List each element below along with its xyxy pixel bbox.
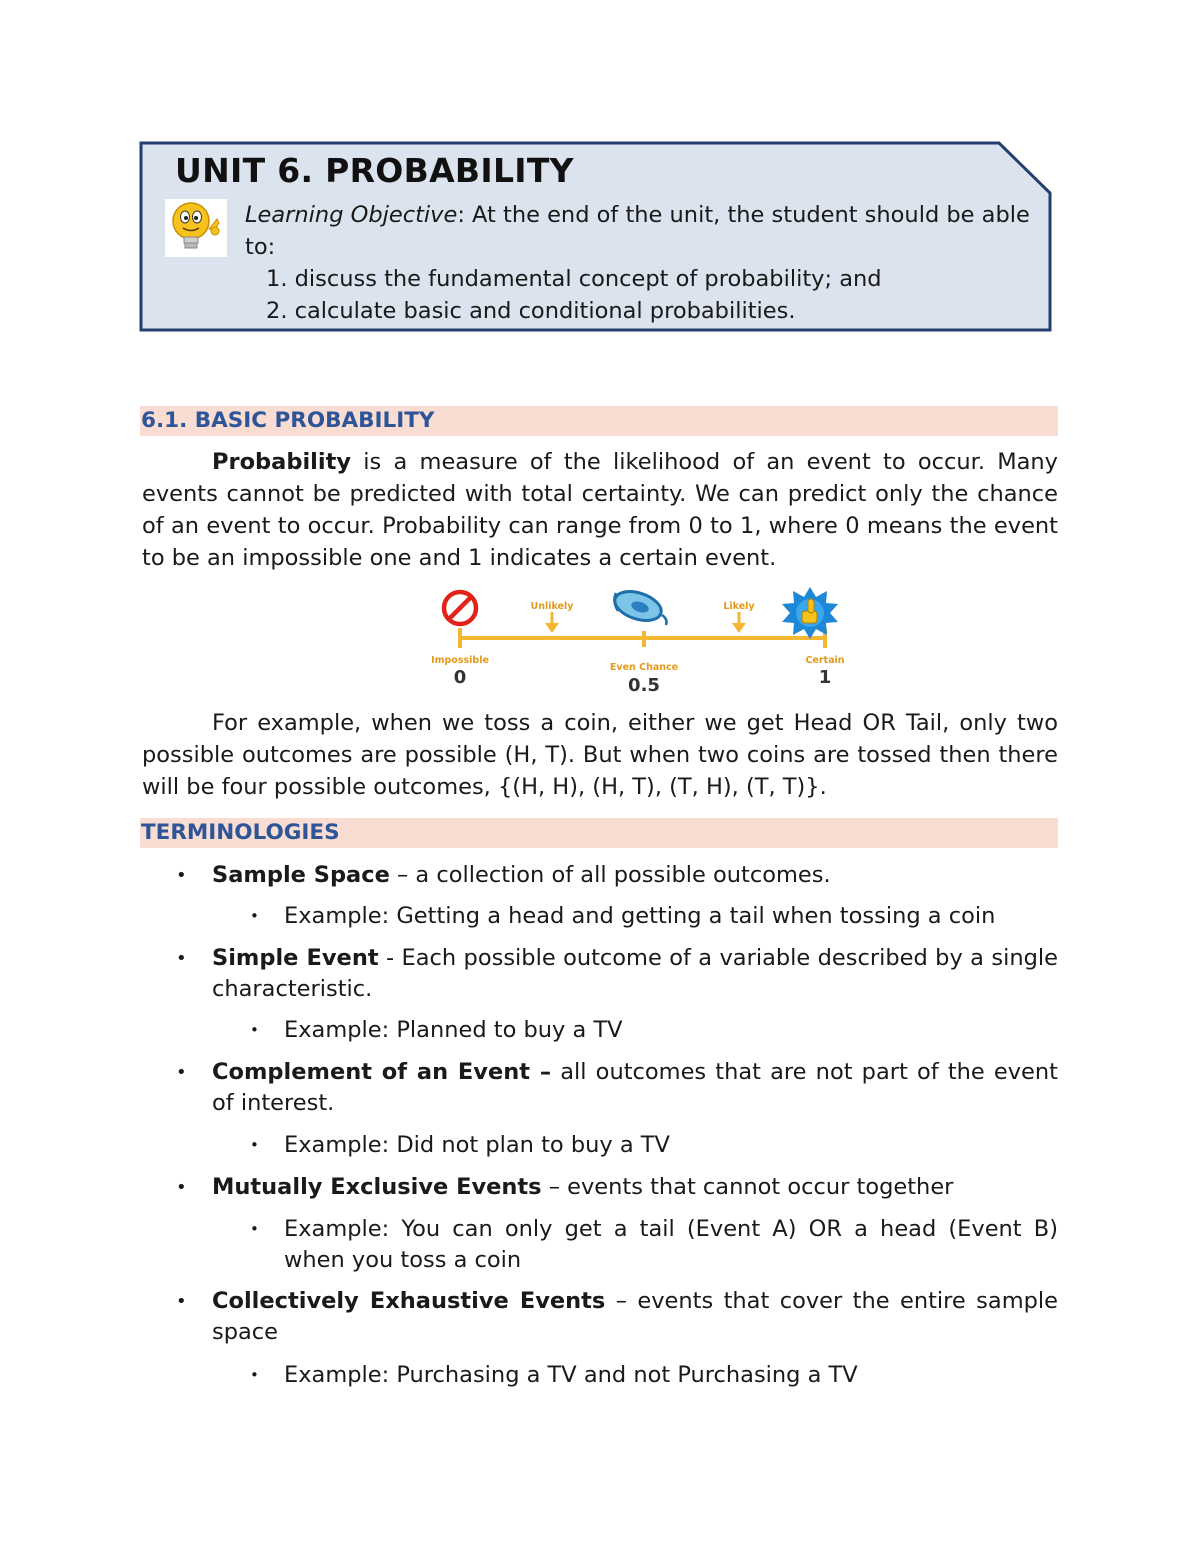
bullet-icon: • [250, 1136, 259, 1154]
objective-list [245, 263, 1035, 327]
term-collectively-exhaustive [176, 1286, 1058, 1348]
bullet-icon: • [250, 1366, 259, 1384]
unit-title: UNIT 6. PROBABILITY [175, 151, 574, 190]
coin-example-text: For example, when we toss a coin, either we get Head OR Tail, only two possible outcomes are possible (H, T). But when two coins are tossed then there will be four possible outcomes, {(H, H), (H, T), (T, H), (T, T)}. [142, 710, 1058, 800]
example-collectively-exhaustive [250, 1360, 1058, 1391]
example-simple-event [250, 1015, 1058, 1046]
scale-label-likely: Likely [723, 601, 755, 612]
bullet-icon: • [176, 1177, 187, 1198]
bullet-icon: • [250, 1220, 259, 1238]
example-sample-space [250, 901, 1058, 932]
scale-label-unlikely: Unlikely [530, 601, 574, 612]
term-definition: – a collection of all possible outcomes. [389, 862, 831, 888]
term-name: Sample Space [212, 862, 390, 888]
term-complement-event [176, 1057, 1058, 1119]
objective-item: 1. discuss the fundamental concept of probability; and [266, 266, 882, 292]
term-simple-event [176, 943, 1058, 1005]
term-mutually-exclusive [176, 1172, 1058, 1203]
scale-value-zero: 0 [453, 667, 467, 688]
term-definition: - Each possible outcome of a variable described by a single characteristic. [212, 945, 1058, 1002]
example-text: Example: Did not plan to buy a TV [284, 1132, 670, 1158]
bullet-icon: • [176, 1291, 187, 1312]
term-name: Complement of an Event – [212, 1059, 552, 1085]
term-name: Simple Event [212, 945, 379, 971]
term-sample-space [176, 860, 1058, 891]
bullet-icon: • [176, 948, 187, 969]
probability-definition-text: is a measure of the likelihood of an event to occur. Many events cannot be predicted with total certainty. We can predict only the chance of an event to occur. Probability can range from 0 to 1, where 0 means the event to be an impossible one and 1 indicates a certain event. [142, 449, 1058, 571]
coin-toss-icon [611, 586, 666, 626]
coin-example-paragraph [142, 707, 1058, 803]
term-definition: – events that cover the entire sample space [212, 1288, 1058, 1345]
scale-label-even-chance: Even Chance [609, 662, 679, 673]
objective-text [245, 199, 1035, 327]
section-heading-basic-probability: 6.1. BASIC PROBABILITY [140, 406, 1058, 436]
bullet-icon: • [250, 907, 259, 925]
term-definition: all outcomes that are not part of the event of interest. [212, 1059, 1058, 1116]
example-text: Example: Planned to buy a TV [284, 1017, 623, 1043]
scale-label-impossible: Impossible [431, 655, 489, 666]
thumbs-up-icon [782, 587, 838, 639]
arrow-likely-icon [732, 612, 746, 633]
term-definition: – events that cannot occur together [541, 1174, 954, 1200]
scale-label-certain: Certain [805, 655, 845, 666]
objective-item: 2. calculate basic and conditional probabilities. [266, 298, 796, 324]
scale-value-half: 0.5 [628, 675, 660, 696]
example-text: Example: Purchasing a TV and not Purchasing a TV [284, 1362, 858, 1388]
objective-label: Learning Objective [245, 202, 458, 228]
probability-definition [142, 446, 1058, 574]
example-text: Example: Getting a head and getting a tail when tossing a coin [284, 903, 996, 929]
prohibited-icon [444, 592, 476, 624]
learning-objective-box [139, 141, 1052, 332]
bullet-icon: • [176, 1062, 187, 1083]
scale-value-one: 1 [818, 667, 832, 688]
bullet-icon: • [250, 1021, 259, 1039]
probability-scale-graphic [430, 585, 850, 697]
example-complement-event [250, 1130, 1058, 1161]
section-heading-terminologies: TERMINOLOGIES [140, 818, 1058, 848]
lightbulb-mascot-icon [165, 199, 227, 257]
objective-intro: : At the end of the unit, the student should be able to: [245, 202, 1030, 260]
probability-term: Probability [212, 449, 351, 475]
arrow-unlikely-icon [545, 612, 559, 633]
term-name: Mutually Exclusive Events [212, 1174, 542, 1200]
example-text: Example: You can only get a tail (Event A) OR a head (Event B) when you toss a coin [284, 1216, 1058, 1273]
bullet-icon: • [176, 865, 187, 886]
term-name: Collectively Exhaustive Events [212, 1288, 606, 1314]
example-mutually-exclusive [250, 1214, 1058, 1276]
